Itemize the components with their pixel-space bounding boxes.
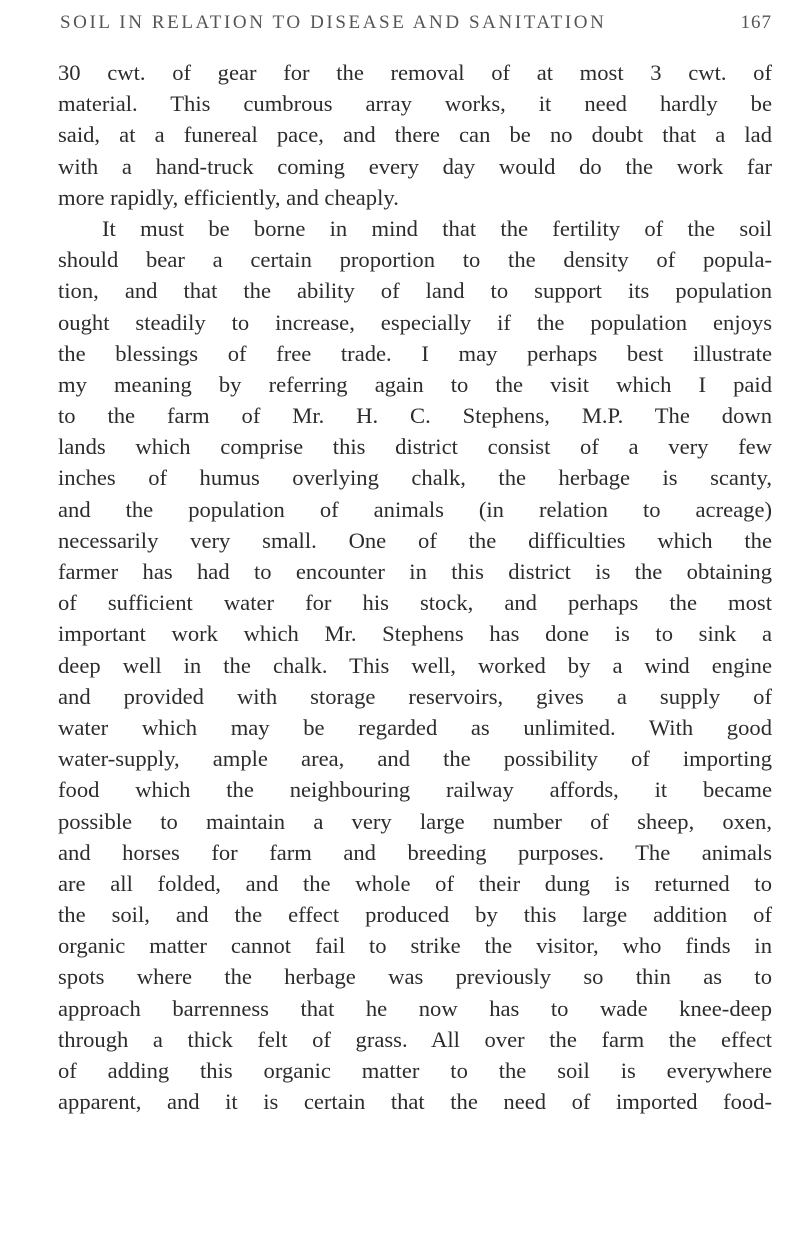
text-line: of sufficient water for his stock, and perhaps the most bbox=[58, 590, 772, 616]
text-line: my meaning by referring again to the visit which I paid bbox=[58, 371, 772, 397]
running-head bbox=[60, 12, 772, 42]
text-line: tion, and that the ability of land to support its population bbox=[58, 278, 772, 304]
text-line: to the farm of Mr. H. C. Stephens, M.P. The down bbox=[58, 403, 772, 429]
text-line: and provided with storage reservoirs, gives a supply of bbox=[58, 683, 772, 709]
text-line: and horses for farm and breeding purposes. The animals bbox=[58, 839, 772, 865]
text-line: the soil, and the effect produced by this large addition of bbox=[58, 902, 772, 928]
text-line: water-supply, ample area, and the possibility of importing bbox=[58, 746, 772, 772]
text-line: important work which Mr. Stephens has done is to sink a bbox=[58, 621, 772, 647]
text-line: more rapidly, efficiently, and cheaply. bbox=[58, 184, 399, 210]
text-line: through a thick felt of grass. All over the farm the effect bbox=[58, 1026, 772, 1052]
text-line: approach barrenness that he now has to wade knee-deep bbox=[58, 995, 772, 1021]
text-line: said, at a funereal pace, and there can be no doubt that a lad bbox=[58, 122, 772, 148]
text-line: apparent, and it is certain that the need of imported food- bbox=[58, 1089, 772, 1115]
text-line: 30 cwt. of gear for the removal of at most 3 cwt. of bbox=[58, 60, 772, 85]
text-line: possible to maintain a very large number of sheep, oxen, bbox=[58, 808, 772, 834]
text-line: spots where the herbage was previously so thin as to bbox=[58, 964, 772, 990]
text-line: of adding this organic matter to the soil is everywhere bbox=[58, 1058, 772, 1083]
running-title: SOIL IN RELATION TO DISEASE AND SANITATION bbox=[60, 12, 607, 33]
text-line: are all folded, and the whole of their dung is returned to bbox=[58, 870, 772, 896]
text-line: water which may be regarded as unlimited. With good bbox=[58, 714, 772, 740]
text-line: farmer has had to encounter in this district is the obtaining bbox=[58, 559, 772, 584]
text-line: inches of humus overlying chalk, the herbage is scanty, bbox=[58, 465, 772, 491]
body-text bbox=[58, 57, 772, 1117]
text-line: and the population of animals (in relation to acreage) bbox=[58, 496, 772, 522]
text-line: It must be borne in mind that the fertility of the soil bbox=[102, 215, 772, 241]
text-line: the blessings of free trade. I may perhaps best illustrate bbox=[58, 340, 772, 366]
text-line: food which the neighbouring railway affords, it became bbox=[58, 777, 772, 803]
text-line: should bear a certain proportion to the density of popula- bbox=[58, 247, 772, 273]
text-line: material. This cumbrous array works, it need hardly be bbox=[58, 91, 772, 117]
text-line: with a hand-truck coming every day would do the work far bbox=[58, 153, 772, 179]
text-line: organic matter cannot fail to strike the visitor, who finds in bbox=[58, 933, 772, 959]
page-number: 167 bbox=[740, 12, 772, 33]
text-line: lands which comprise this district consist of a very few bbox=[58, 434, 772, 460]
text-line: ought steadily to increase, especially if the population enjoys bbox=[58, 309, 772, 335]
text-line: deep well in the chalk. This well, worked by a wind engine bbox=[58, 652, 772, 678]
text-line: necessarily very small. One of the difficulties which the bbox=[58, 527, 772, 553]
